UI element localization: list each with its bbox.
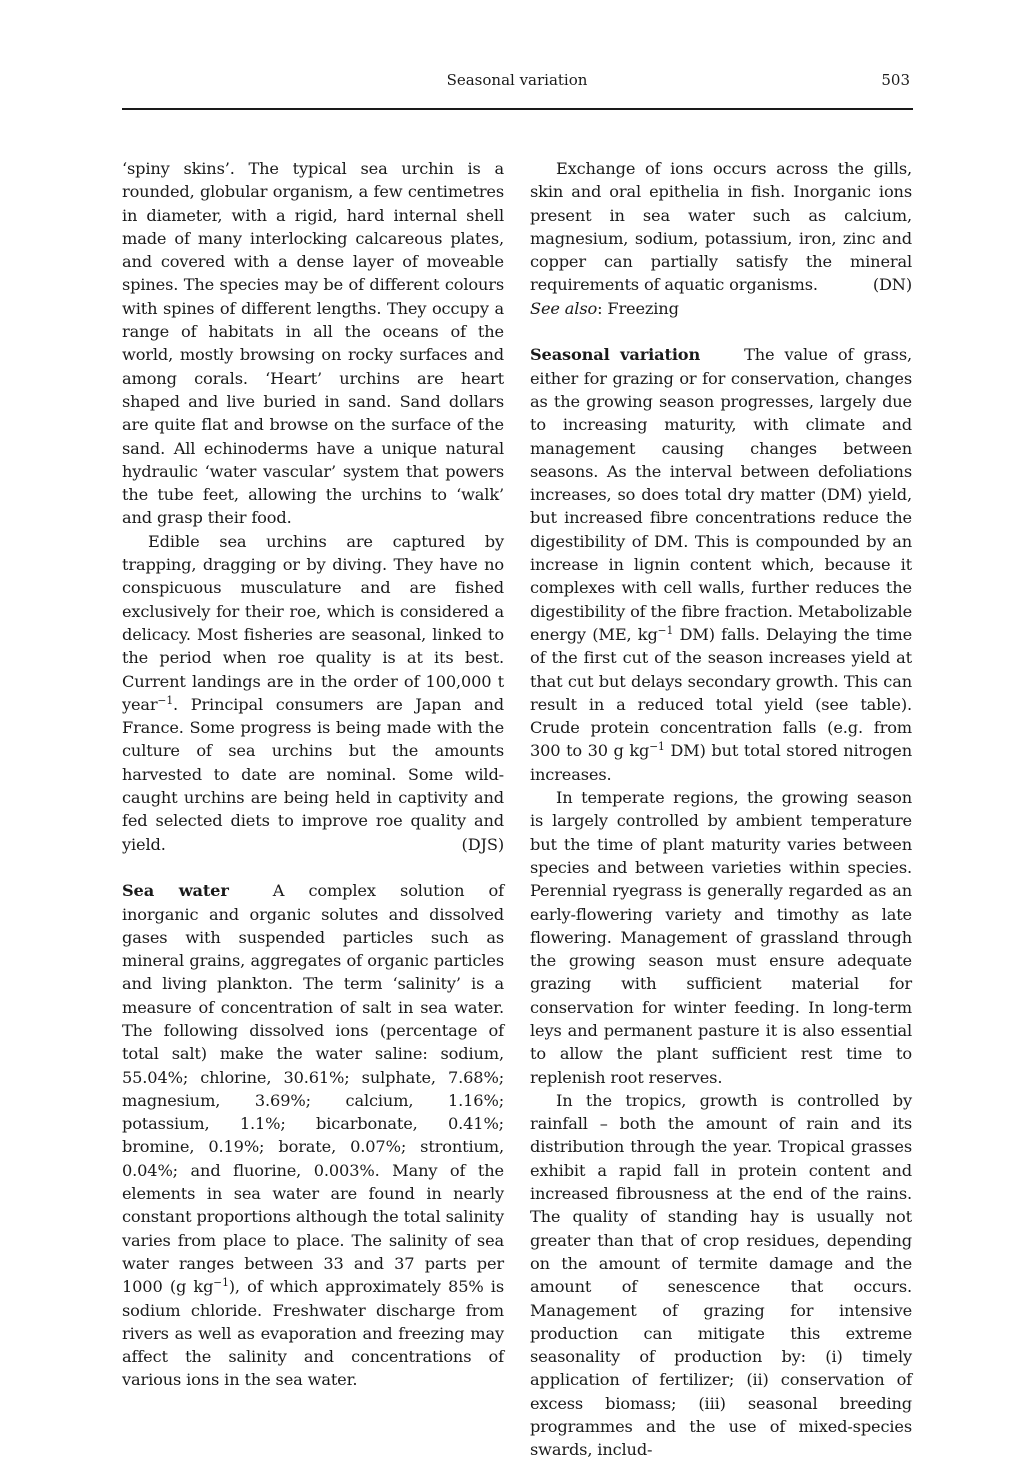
see-also-link: : Freezing: [597, 298, 679, 318]
ion-exchange-paragraph: Exchange of ions occurs across the gills, skin and oral epithelia in fish. Inorganic ions present in sea water such as calcium, magnesium, sodium, potassium, iron, zinc and copper can partially satisfy the mineral requirements of aquatic organisms. (DN): [530, 157, 912, 297]
author-signature: (DJS): [461, 834, 504, 854]
header-rule: [122, 108, 913, 110]
echinoderm-continuation-paragraph: ‘spiny skins’. The typical sea urchin is a rounded, globular organism, a few centimetres in diameter, with a rigid, hard internal shell made of many interlocking calcareous plates, and covered with a dense layer of moveable spines. The species may be of different colours with spines of different lengths. They occupy a range of habitats in all the oceans of the world, mostly browsing on rocky surfaces and among corals. ‘Heart’ urchins are heart shaped and live buried in sand. Sand dollars are quite flat and browse on the surface of the sand. All echinoderms have a unique natural hydraulic ‘water vascular’ system that powers the tube feet, allowing the urchins to ‘walk’ and grasp their food.: [122, 159, 504, 528]
sea-water-entry: Sea water A complex solution of inorganic and organic solutes and dissolved gases with suspended particles such as mineral grains, aggregates of organic particles and living plankton. The term ‘salinity’ is a measure of concentration of salt in sea water. The following dissolved ions (percentage of total salt) make the water saline: sodium, 55.04%; chlorine, 30.61%; sulphate, 7.68%; magnesium, 3.69%; calcium, 1.16%; potassium, 1.1%; bicarbonate, 0.41%; bromine, 0.19%; borate, 0.07%; strontium, 0.04%; and fluorine, 0.003%. Many of the elements in sea water are found in nearly constant proportions although the total salinity varies from place to place. The salinity of sea water ranges between 33 and 37 parts per 1000 (g $kg^{-1}$), of which approximately 85% is sodium chloride. Freshwater discharge from rivers as well as evaporation and freezing may affect the salinity and concentrations of various ions in the sea water.: [122, 881, 504, 1390]
see-also-line: [530, 297, 912, 320]
page-number: 503: [881, 71, 910, 89]
author-signature: (DN): [872, 275, 912, 295]
see-also-label: See also: [530, 298, 598, 318]
running-header: [122, 68, 912, 94]
edible-sea-urchins-paragraph: Edible sea urchins are captured by trapping, dragging or by diving. They have no conspicuous musculature and are fished exclusively for their roe, which is considered a delicacy. Most fisheries are seasonal, linked to the period when roe quality is at its best. Current landings are in the order of 100,000 t year$^{-1}$. Principal consumers are Japan and France. Some progress is being made with the culture of sea urchins but the amounts harvested to date are nominal. Some wild-caught urchins are being held in captivity and fed selected diets to improve roe quality and yield. (DJS): [122, 530, 504, 856]
seasonal-variation-entry: Seasonal variation The value of grass, either for grazing or for conservation, changes as the growing season progresses, largely due to increasing maturity, with climate and management causing changes between seasons. As the interval between defoliations increases, so does total dry matter (DM) yield, but increased fibre concentrations reduce the digestibility of DM. This is compounded by an increase in lignin content which, because it complexes with cell walls, further reduces the digestibility of the fibre fraction. Metabolizable energy (ME, $kg^{-1}$ DM) falls. Delaying the time of the first cut of the season increases yield at that cut but delays secondary growth. This can result in a reduced total yield (see table). Crude protein concentration falls (e.g. from 300 to 30 g $kg^{-1}$ DM) but total stored nitrogen increases.: [530, 345, 912, 784]
tropics-paragraph: In the tropics, growth is controlled by rainfall – both the amount of rain and its distribution through the year. Tropical grasses exhibit a rapid fall in protein content and increased fibrousness at the end of the rains. The quality of standing hay is usually not greater than that of crop residues, depending on the amount of termite damage and the amount of senescence that occurs. Management of grazing for intensive production can mitigate this extreme seasonality of production by: (i) timely application of fertilizer; (ii) conservation of excess biomass; (iii) seasonal breeding programmes and the use of mixed-species swards, includ-: [530, 1090, 912, 1460]
entry-heading: Sea water: [122, 881, 229, 901]
entry-heading: Seasonal variation: [530, 345, 701, 365]
left-column: [122, 157, 504, 1392]
running-title: Seasonal variation: [446, 71, 588, 89]
right-column: [530, 157, 912, 1462]
temperate-regions-paragraph: In temperate regions, the growing season is largely controlled by ambient temperature but the time of plant maturity varies between species and between varieties within species. Perennial ryegrass is generally regarded as an early-flowering variety and timothy as late flowering. Management of grassland through the growing season must ensure adequate grazing with sufficient material for conservation for winter feeding. In long-term leys and permanent pasture it is also essential to allow the plant sufficient rest time to replenish root reserves.: [530, 788, 912, 1087]
